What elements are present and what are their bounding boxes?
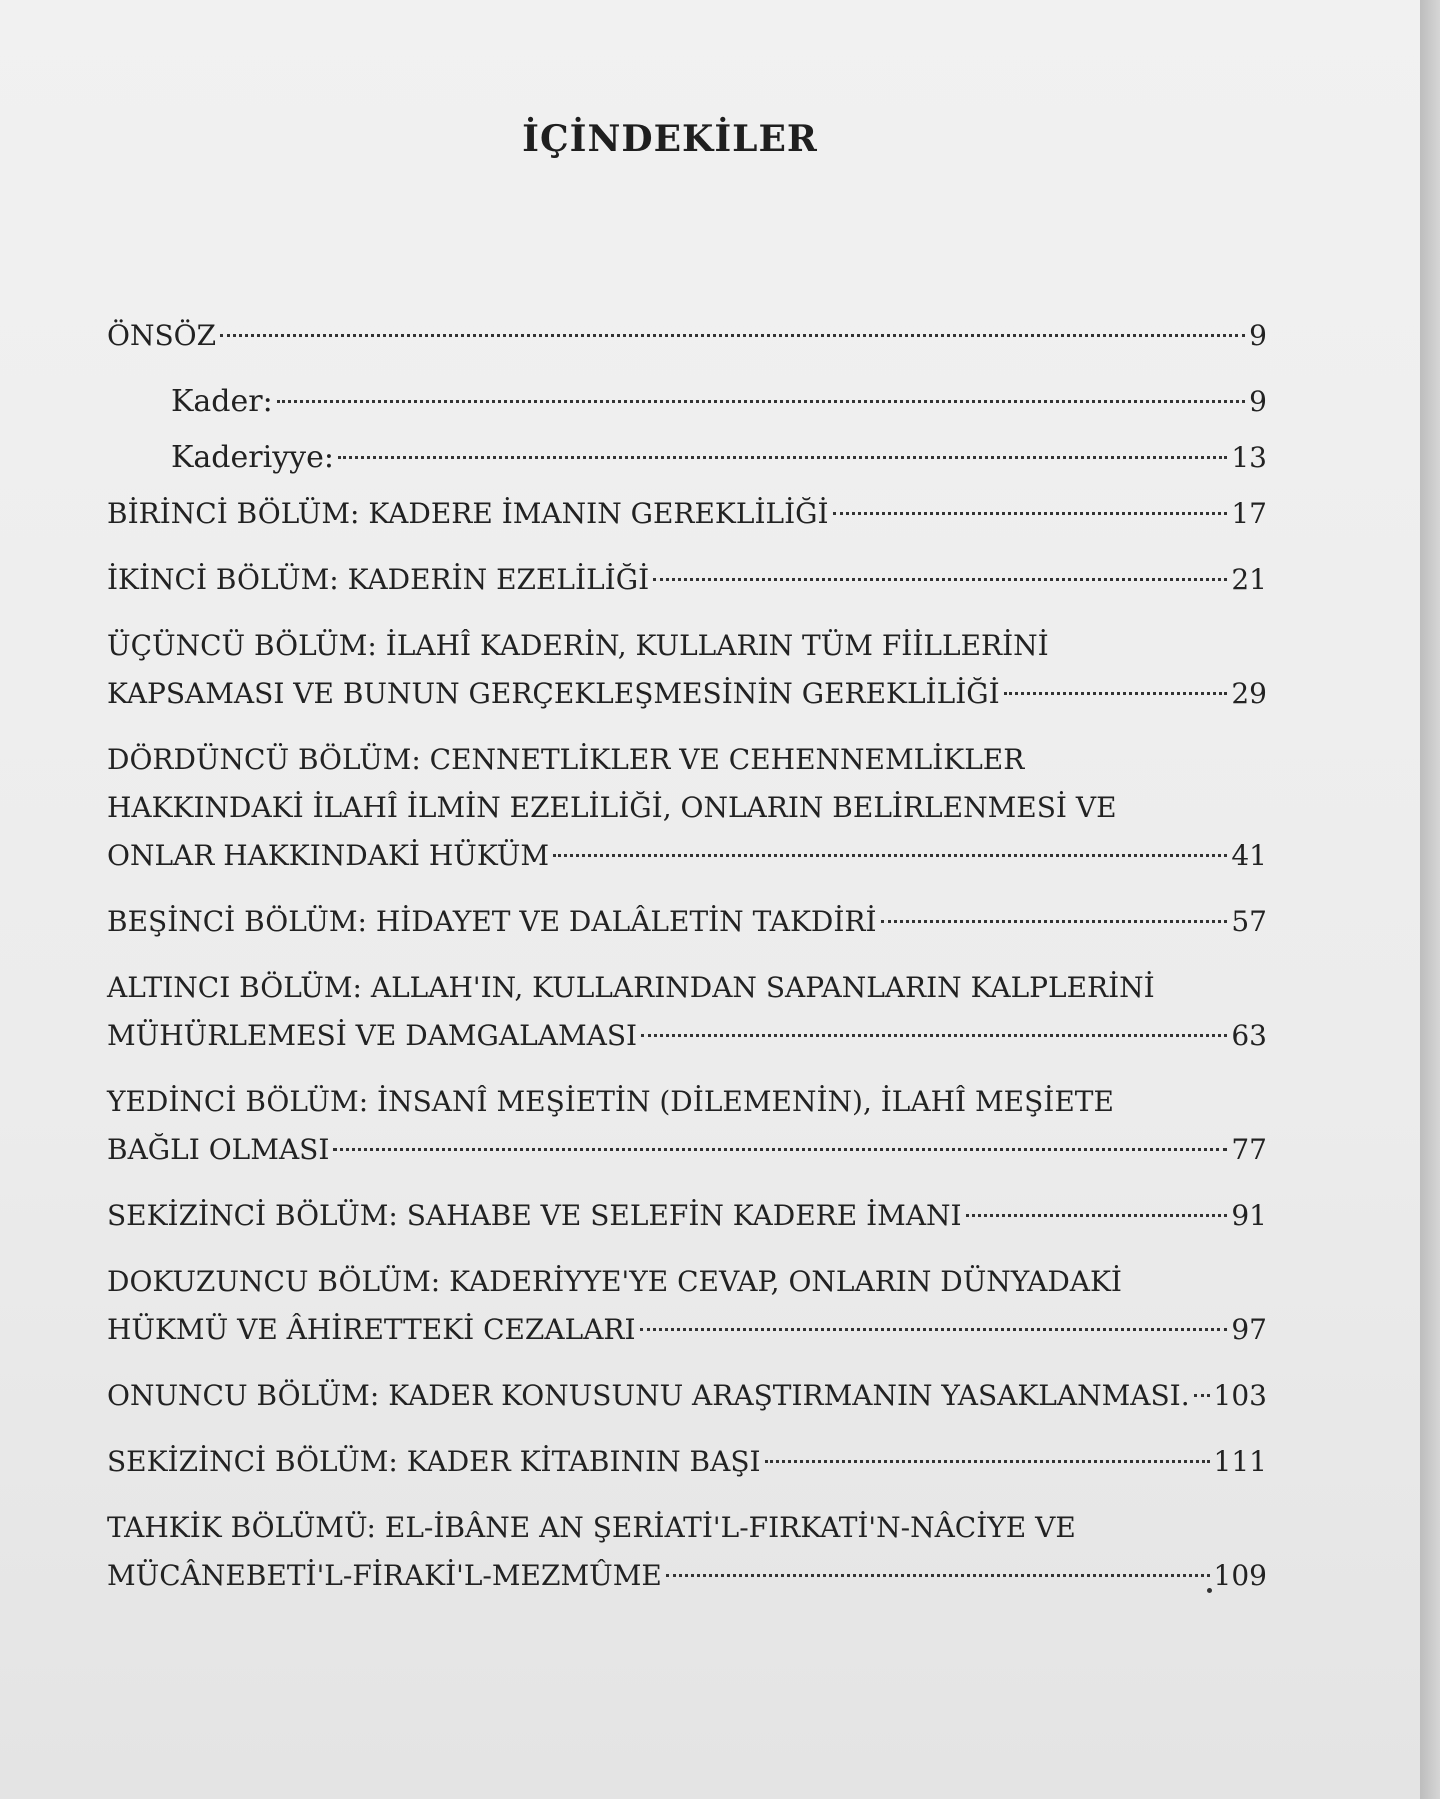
toc-entry <box>107 1438 1267 1486</box>
toc-entry <box>107 736 1267 880</box>
toc-entry-line <box>107 1126 1267 1174</box>
page-title: İÇİNDEKİLER <box>522 118 818 160</box>
toc-entry-line <box>107 964 1267 1012</box>
toc-entry-title: ÜÇÜNCÜ BÖLÜM: İLAHÎ KADERİN, KULLARIN TÜM FİİLLERİNİ <box>107 629 1049 662</box>
toc-page-number: 109 <box>1213 1559 1267 1592</box>
toc-entry-line <box>107 490 1267 538</box>
toc-entry <box>107 622 1267 718</box>
toc-entry-title: İKİNCİ BÖLÜM: KADERİN EZELİLİĞİ <box>107 563 650 596</box>
toc-entry <box>107 898 1267 946</box>
toc-entry <box>107 1258 1267 1354</box>
ink-dot <box>1207 1588 1212 1593</box>
dot-leader <box>881 920 1228 923</box>
toc-page-number: 17 <box>1231 497 1267 530</box>
toc-page-number: 21 <box>1231 563 1267 596</box>
dot-leader <box>653 578 1227 581</box>
toc-page-number: 29 <box>1231 677 1267 710</box>
dot-leader <box>641 1034 1227 1037</box>
toc-entry-line <box>107 736 1267 784</box>
toc-entry <box>107 556 1267 604</box>
toc-entry-line <box>107 1192 1267 1240</box>
toc-entry-line <box>107 1438 1267 1486</box>
toc-entry <box>107 964 1267 1060</box>
toc-entry-title: KAPSAMASI VE BUNUN GERÇEKLEŞMESİNİN GEREKLİLİĞİ <box>107 677 1000 710</box>
toc-entry-line <box>107 1012 1267 1060</box>
toc-entry-title: SEKİZİNCİ BÖLÜM: SAHABE VE SELEFİN KADERE İMANI <box>107 1199 962 1232</box>
toc-entry-line <box>107 312 1267 360</box>
dot-leader <box>220 334 1245 337</box>
dot-leader <box>277 400 1245 403</box>
toc-page-number: 9 <box>1249 385 1267 418</box>
toc-page-number: 57 <box>1231 905 1267 938</box>
toc-entry-title: TAHKİK BÖLÜMÜ: EL-İBÂNE AN ŞERİATİ'L-FIRKATİ'N-NÂCİYE VE <box>107 1511 1076 1544</box>
toc-entry <box>107 490 1267 538</box>
toc-entry-title: ALTINCI BÖLÜM: ALLAH'IN, KULLARINDAN SAPANLARIN KALPLERİNİ <box>107 971 1155 1004</box>
toc-page-number: 97 <box>1231 1313 1267 1346</box>
toc-page-number: 103 <box>1213 1379 1267 1412</box>
table-of-contents <box>107 312 1267 1618</box>
toc-entry-line <box>171 434 1267 482</box>
toc-entry <box>107 434 1267 482</box>
toc-page-number: 41 <box>1231 839 1267 872</box>
toc-page-number: 111 <box>1213 1445 1267 1478</box>
toc-entry-line <box>107 1372 1267 1420</box>
toc-entry <box>107 312 1267 360</box>
toc-entry-title: ONLAR HAKKINDAKİ HÜKÜM <box>107 839 550 872</box>
toc-entry-line <box>107 556 1267 604</box>
dot-leader <box>765 1460 1210 1463</box>
toc-entry <box>107 1504 1267 1600</box>
toc-page-number: 9 <box>1249 319 1267 352</box>
toc-entry <box>107 1078 1267 1174</box>
toc-entry-line <box>107 622 1267 670</box>
dot-leader <box>640 1328 1228 1331</box>
toc-entry-title: HAKKINDAKİ İLAHÎ İLMİN EZELİLİĞİ, ONLARIN BELİRLENMESİ VE <box>107 791 1117 824</box>
toc-entry-line <box>107 1258 1267 1306</box>
toc-entry-line <box>107 1552 1267 1600</box>
toc-entry-title: DÖRDÜNCÜ BÖLÜM: CENNETLİKLER VE CEHENNEMLİKLER <box>107 743 1025 776</box>
toc-page-number: 77 <box>1231 1133 1267 1166</box>
dot-leader <box>1194 1394 1210 1397</box>
dot-leader <box>553 854 1227 857</box>
toc-entry-line <box>107 784 1267 832</box>
dot-leader <box>833 512 1228 515</box>
toc-entry-title: MÜHÜRLEMESİ VE DAMGALAMASI <box>107 1019 638 1052</box>
toc-entry-title: BEŞİNCİ BÖLÜM: HİDAYET VE DALÂLETİN TAKDİRİ <box>107 905 877 938</box>
toc-entry-title: Kaderiyye: <box>171 440 334 475</box>
toc-entry-title: ONUNCU BÖLÜM: KADER KONUSUNU ARAŞTIRMANIN YASAKLANMASI. <box>107 1379 1190 1412</box>
toc-page-number: 63 <box>1231 1019 1267 1052</box>
page-edge <box>1420 0 1440 1799</box>
toc-entry-line <box>171 378 1267 426</box>
toc-entry <box>107 1372 1267 1420</box>
toc-page-number: 91 <box>1231 1199 1267 1232</box>
toc-entry-title: Kader: <box>171 384 273 419</box>
toc-entry-line <box>107 832 1267 880</box>
toc-entry-line <box>107 898 1267 946</box>
toc-entry-line <box>107 1504 1267 1552</box>
toc-entry-title: BAĞLI OLMASI <box>107 1133 330 1166</box>
dot-leader <box>666 1574 1210 1577</box>
toc-entry-line <box>107 670 1267 718</box>
toc-entry-title: BİRİNCİ BÖLÜM: KADERE İMANIN GEREKLİLİĞİ <box>107 497 829 530</box>
dot-leader <box>1004 692 1228 695</box>
toc-entry-title: DOKUZUNCU BÖLÜM: KADERİYYE'YE CEVAP, ONLARIN DÜNYADAKİ <box>107 1265 1122 1298</box>
toc-entry-title: HÜKMÜ VE ÂHİRETTEKİ CEZALARI <box>107 1313 636 1346</box>
toc-entry-line <box>107 1078 1267 1126</box>
toc-entry-title: ÖNSÖZ <box>107 319 217 352</box>
toc-entry-title: MÜCÂNEBETİ'L-FİRAKİ'L-MEZMÛME <box>107 1559 662 1592</box>
dot-leader <box>338 456 1227 459</box>
toc-entry-title: YEDİNCİ BÖLÜM: İNSANÎ MEŞİETİN (DİLEMENİN), İLAHÎ MEŞİETE <box>107 1085 1114 1118</box>
toc-page-number: 13 <box>1231 441 1267 474</box>
toc-entry <box>107 1192 1267 1240</box>
toc-entry-line <box>107 1306 1267 1354</box>
toc-entry <box>107 378 1267 426</box>
toc-entry-title: SEKİZİNCİ BÖLÜM: KADER KİTABININ BAŞI <box>107 1445 761 1478</box>
dot-leader <box>333 1148 1227 1151</box>
dot-leader <box>966 1214 1228 1217</box>
